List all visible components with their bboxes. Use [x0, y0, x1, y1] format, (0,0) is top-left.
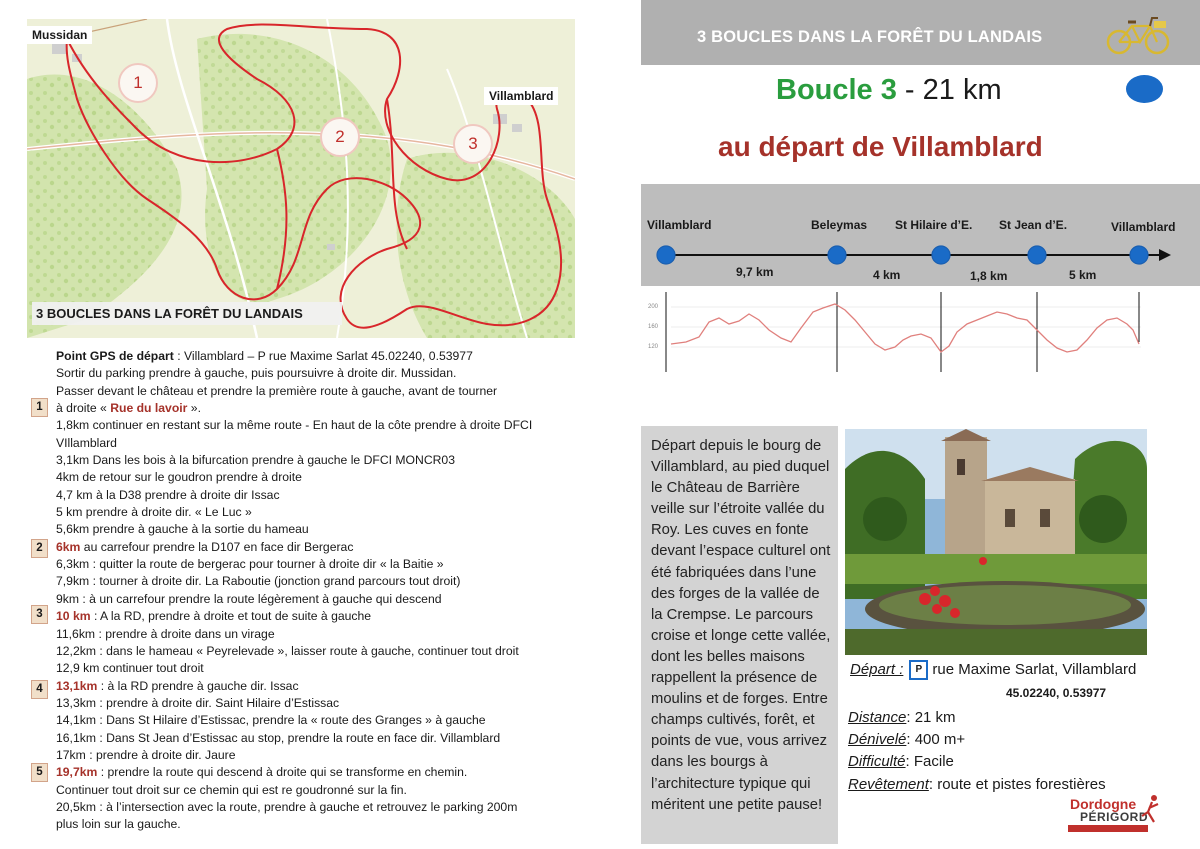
departure-label: Départ : [850, 660, 904, 678]
village-photo [845, 429, 1147, 655]
parking-icon: P [909, 660, 928, 680]
highlight-distance: 13,1km [56, 678, 98, 693]
highlight-distance: 10 km [56, 609, 91, 624]
itinerary-line: 4,7 km à la D38 prendre à droite dir Issac [56, 487, 280, 502]
elevation-chart [641, 292, 1149, 372]
highlight-distance: 19,7km [56, 765, 98, 780]
route-map [27, 19, 575, 338]
step-badge-2: 2 [31, 539, 48, 558]
logo-strap [1068, 825, 1148, 832]
itinerary-line: 13,3km : prendre à droite dir. Saint Hilaire d’Estissac [56, 695, 340, 710]
map-loop-1-marker: 1 [118, 63, 158, 103]
itinerary-line: 7,9km : tourner à droite dir. La Raboutie (jonction grand parcours tout droit) [56, 574, 461, 589]
logo-subtitle: PÉRIGORD [1080, 810, 1149, 824]
route-stop-st-jean [1028, 246, 1046, 264]
church-fountain-image [845, 429, 1147, 655]
itinerary-line: 11,6km : prendre à droite dans un virage [56, 626, 275, 641]
itinerary-line: 13,1km : à la RD prendre à gauche dir. Issac [56, 678, 299, 693]
itinerary [56, 348, 586, 834]
elevation-profile [641, 292, 1149, 372]
itinerary-line: 10 km : A la RD, prendre à droite et tout de suite à gauche [56, 609, 372, 624]
itinerary-line: 19,7km : prendre la route qui descend à droite qui se transforme en chemin. [56, 765, 468, 780]
itinerary-line: 12,9 km continuer tout droit [56, 661, 204, 676]
map-drawing [27, 19, 575, 338]
elevation-tick: 160 [648, 324, 659, 330]
step-badge-5: 5 [31, 763, 48, 782]
itinerary-line: plus loin sur la gauche. [56, 817, 181, 832]
itinerary-line: 1,8km continuer en restant sur la même route - En haut de la côte prendre à droite DFCI VIllamblard [56, 418, 533, 450]
itinerary-line: 6km au carrefour prendre la D107 en face dir Bergerac [56, 539, 354, 554]
header-title: 3 BOUCLES DANS LA FORÊT DU LANDAIS [697, 28, 1043, 46]
difficulty-info: Difficulté: Facile [848, 753, 954, 770]
itinerary-line: 4km de retour sur le goudron prendre à droite [56, 470, 302, 485]
highlight-rue-du-lavoir: Rue du lavoir [110, 401, 188, 416]
segment-distance: 5 km [1069, 268, 1097, 282]
itinerary-line: 20,5km : à l’intersection avec la route, prendre à gauche et retrouvez le parking 200m [56, 799, 518, 814]
route-line [641, 184, 1200, 286]
step-badge-1: 1 [31, 398, 48, 417]
elevation-tick: 200 [648, 304, 659, 310]
surface-info: Revêtement: route et pistes forestières [848, 776, 1106, 793]
gps-start-text: : Villamblard – P rue Maxime Sarlat 45.02240, 0.53977 [173, 349, 473, 363]
itinerary-line: 14,1km : Dans St Hilaire d’Estissac, prendre la « route des Granges » à gauche [56, 713, 486, 728]
map-loop-2-marker: 2 [320, 117, 360, 157]
itinerary-line: 12,2km : dans le hameau « Peyrelevade », laisser route à gauche, continuer tout droit [56, 643, 519, 658]
route-stop-beleymas [828, 246, 846, 264]
itinerary-line: 5 km prendre à droite dir. « Le Luc » [56, 505, 252, 520]
gps-start-line [56, 348, 586, 365]
map-loop-3-marker: 3 [453, 124, 493, 164]
header-band [641, 0, 1200, 65]
departure-address: rue Maxime Sarlat, Villamblard [932, 660, 1137, 678]
description-box [641, 426, 838, 844]
itinerary-line: 16,1km : Dans St Jean d’Estissac au stop, prendre la route en face dir. Villamblard [56, 730, 501, 745]
itinerary-line: 9km : à un carrefour prendre la route légèrement à gauche qui descend [56, 591, 442, 606]
itinerary-line: Continuer tout droit sur ce chemin qui est re goudronné sur la fin. [56, 782, 407, 797]
itinerary-line: 17km : prendre à droite dir. Jaure [56, 747, 236, 762]
dordogne-perigord-logo [1066, 790, 1166, 836]
loop-name: Boucle 3 [776, 74, 897, 106]
itinerary-line: à droite « Rue du lavoir ». [56, 401, 201, 416]
elevation-gain-info: Dénivelé: 400 m+ [848, 731, 966, 748]
segment-distance: 1,8 km [970, 269, 1008, 283]
departure-title: au départ de Villamblard [718, 131, 1043, 162]
logo-name: Dordogne [1070, 796, 1137, 812]
distance-info: Distance: 21 km [848, 709, 956, 726]
description-text: Départ depuis le bourg de Villamblard, au pied duquel le Château de Barrière veille sur l’étroite vallée du Roy. Les cuves en fonte devant l’espace culturel ont été fabriquées dans l’une des forges de la vallée de la Crempse. Le parcours croise et longe cette vallée, dont les belles maisons rappellent la présence de moulins et de forges. Entre champs cultivés, forêt, et points de vue, vous arrivez dans les bourgs à l’architecture typique qui méritent une petite pause! [651, 438, 831, 813]
map-title: 3 BOUCLES DANS LA FORÊT DU LANDAIS [32, 302, 342, 325]
segment-distance: 4 km [873, 268, 901, 282]
itinerary-line: 6,3km : quitter la route de bergerac pour tourner à droite dir « la Baitie » [56, 557, 444, 572]
route-stop-st-hilaire [932, 246, 950, 264]
step-badge-3: 3 [31, 605, 48, 624]
departure-info [850, 660, 1136, 680]
elevation-tick: 120 [648, 344, 659, 350]
map-town-mussidan: Mussidan [27, 26, 92, 44]
map-town-villamblard: Villamblard [484, 87, 558, 105]
loop-distance: - 21 km [896, 74, 1002, 106]
step-badge-4: 4 [31, 680, 48, 699]
loop-title [776, 74, 1002, 107]
loop-color-marker [1126, 75, 1163, 103]
stop-label: Villamblard [1111, 220, 1176, 234]
stop-label: St Jean d’E. [999, 218, 1068, 232]
logo-figure-icon [1140, 794, 1162, 824]
highlight-distance: 6km [56, 539, 81, 554]
itinerary-line: Sortir du parking prendre à gauche, puis poursuivre à droite dir. Mussidan. [56, 366, 457, 381]
route-stop-villamblard-start [657, 246, 675, 264]
stop-label: St Hilaire d’E. [895, 218, 973, 232]
stop-label: Villamblard [647, 218, 712, 232]
gps-coordinates: 45.02240, 0.53977 [1006, 686, 1107, 700]
gps-start-label: Point GPS de départ [56, 349, 174, 363]
segment-distance: 9,7 km [736, 265, 774, 279]
bicycle-icon [1106, 12, 1170, 56]
route-stop-villamblard-end [1130, 246, 1148, 264]
stop-label: Beleymas [811, 218, 868, 232]
itinerary-line: Passer devant le château et prendre la première route à gauche, avant de tourner [56, 383, 498, 398]
itinerary-line: 5,6km prendre à gauche à la sortie du hameau [56, 522, 309, 537]
itinerary-line: 3,1km Dans les bois à la bifurcation prendre à gauche le DFCI MONCR03 [56, 453, 455, 468]
